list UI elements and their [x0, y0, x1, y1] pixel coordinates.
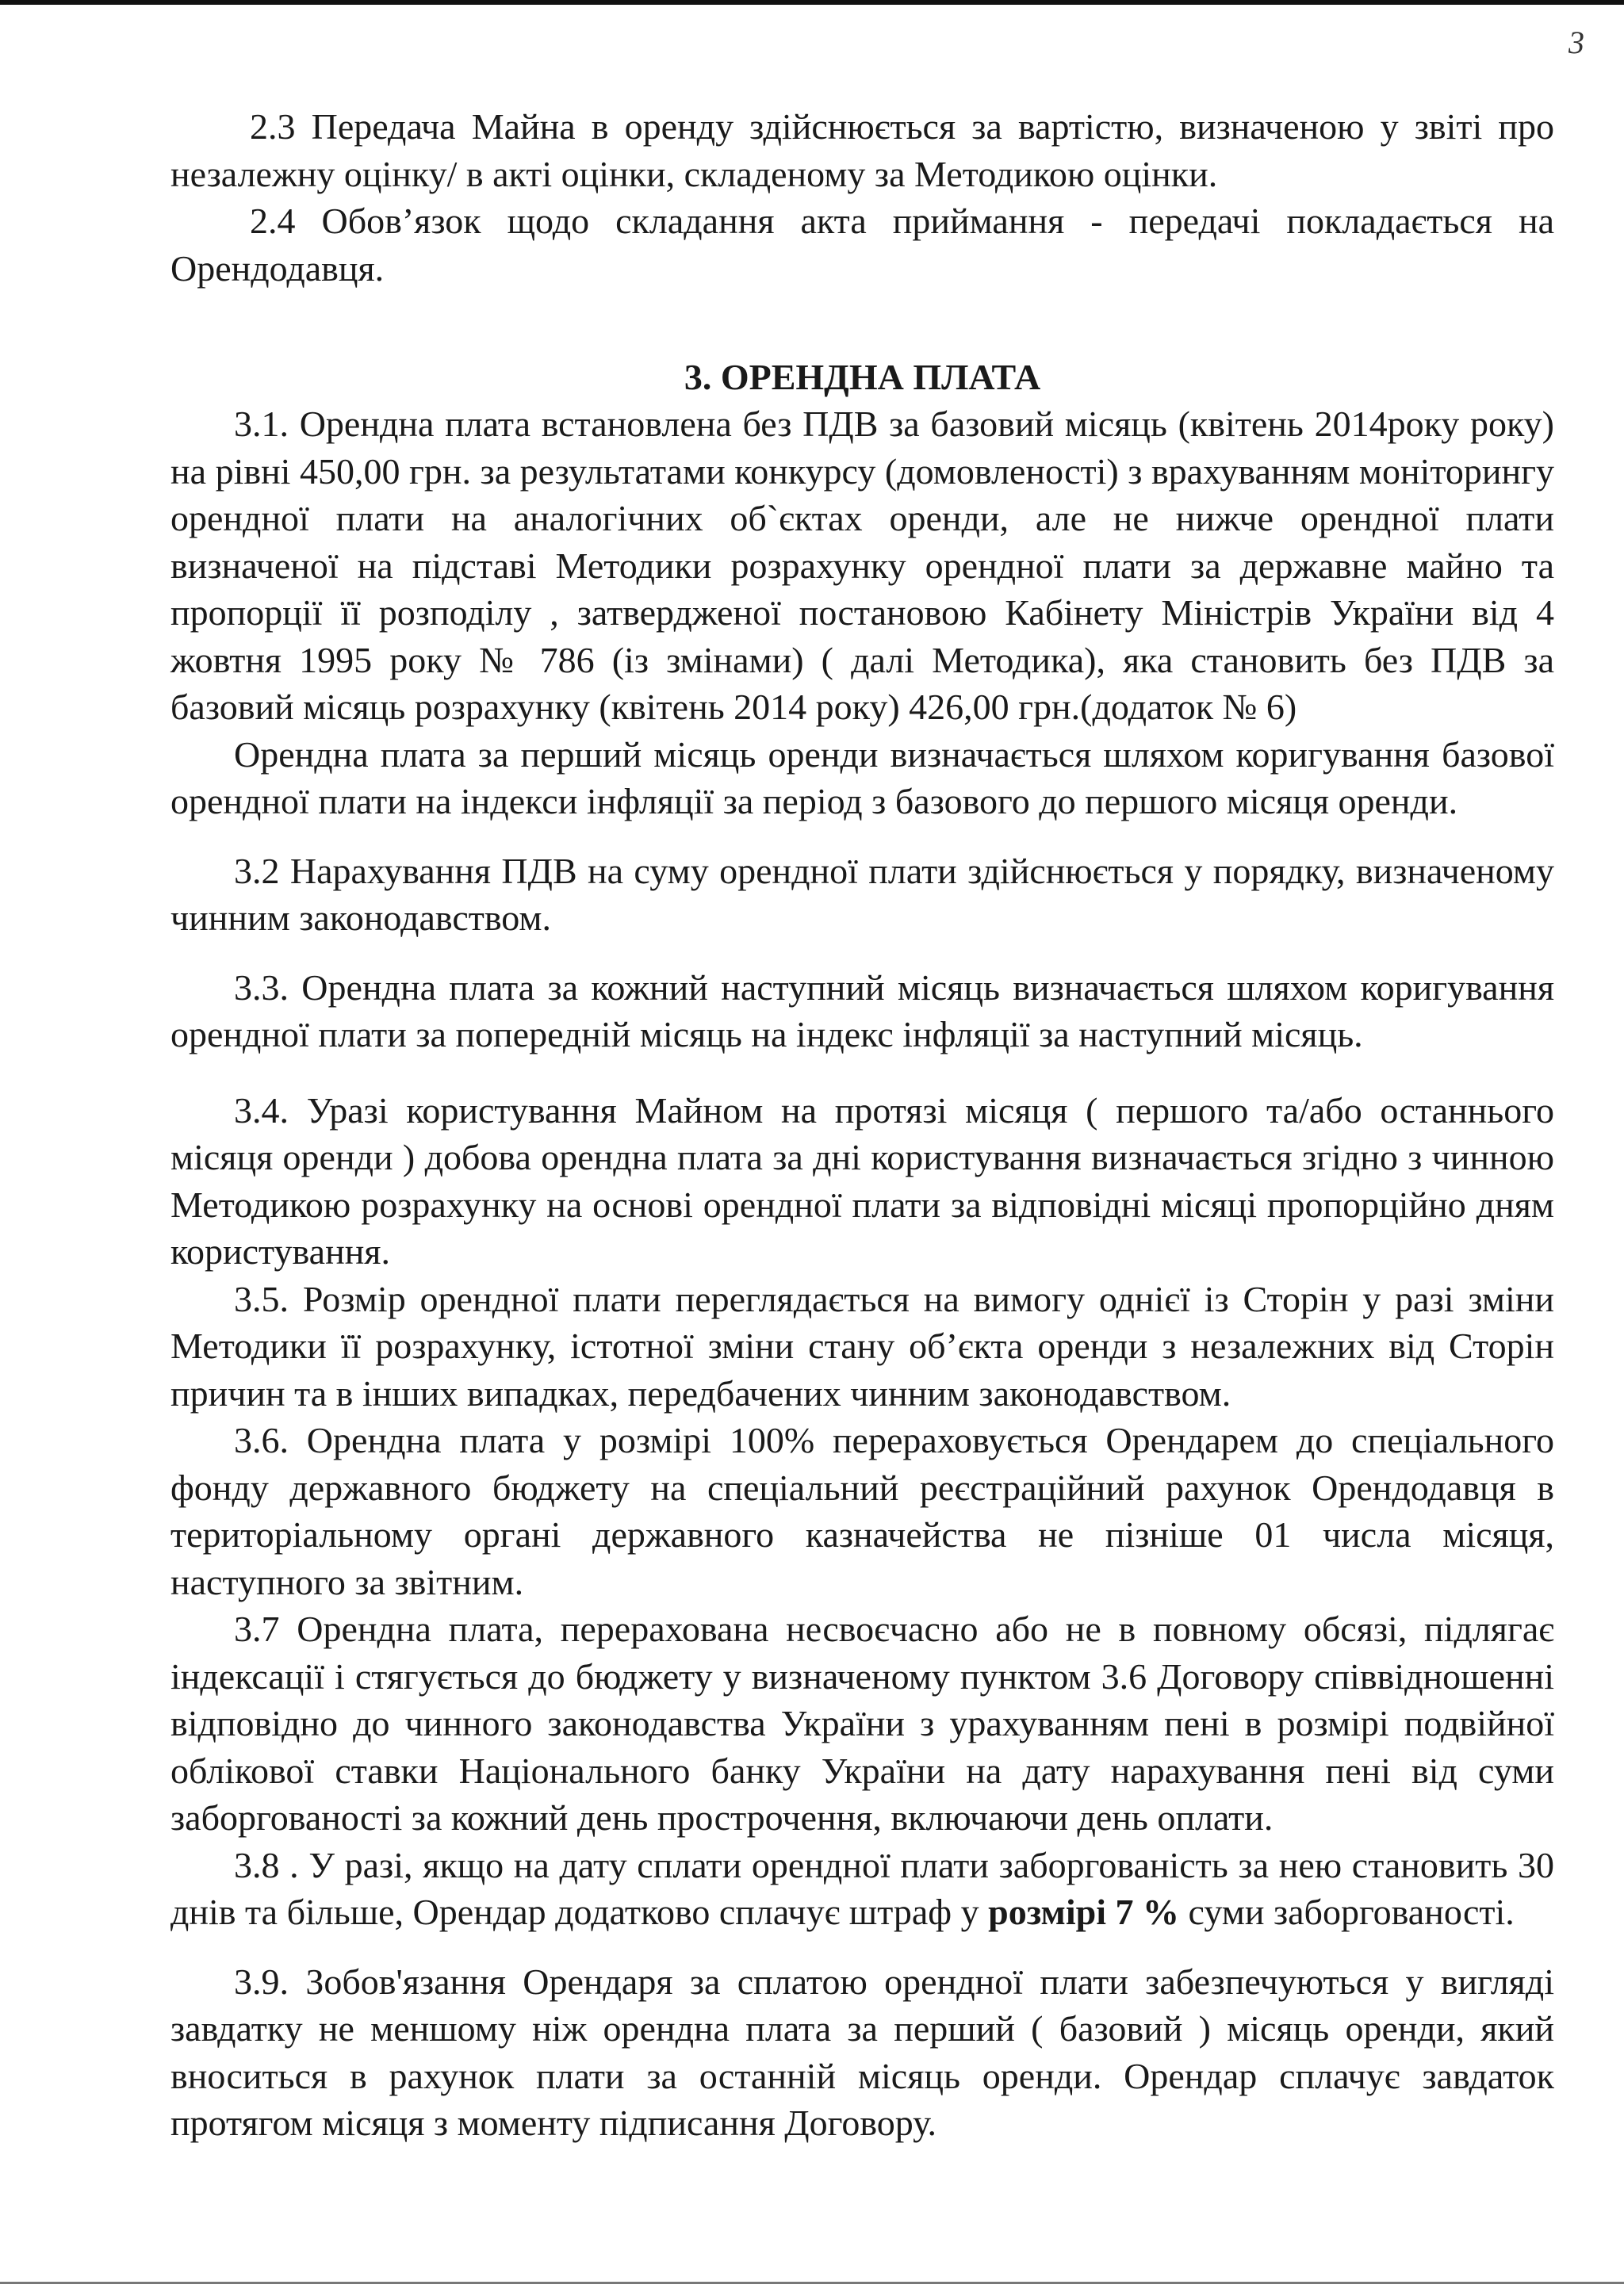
clause-2-4: 2.4 Обов’язок щодо складання акта приймання - передачі покладається на Орендодавця.	[170, 201, 1554, 289]
clause-3-8	[170, 1842, 1554, 1936]
page-bottom-border	[0, 2282, 1624, 2284]
clause-3-2: 3.2 Нарахування ПДВ на суму орендної плати здійснюється у порядку, визначеному чинним законодавством.	[170, 850, 1554, 938]
clause-3-8-text-start: 3.8 . У разі, якщо на дату сплати орендної плати заборгованість за нею становить 30 днів та більше, Орендар додатково сплачує штраф у	[170, 1844, 1554, 1932]
page-top-border	[0, 0, 1624, 5]
clause-3-1-first-month: Орендна плата за перший місяць оренди визначається шляхом коригування базової орендної плати на індекси інфляції за період з базового до першого місяця оренди.	[170, 733, 1554, 821]
clause-3-1: 3.1. Орендна плата встановлена без ПДВ за базовий місяць (квітень 2014року року) на рівні 450,00 грн. за результатами конкурсу (домовленості) з врахуванням моніторингу орендної плати на аналогічних об`єктах оренди, але не нижче орендної плати визначеної на підставі Методики розрахунку орендної плати за державне майно та пропорції її розподілу , затвердженої постановою Кабінету Міністрів України від 4 жовтня 1995 року № 786 (із змінами) ( далі Методика), яка становить без ПДВ за базовий місяць розрахунку (квітень 2014 року) 426,00 грн.(додаток № 6)	[170, 404, 1554, 727]
clause-3-8-penalty-rate: розмірі 7 %	[988, 1892, 1180, 1932]
document-body	[170, 103, 1554, 2147]
clause-3-8-text-end: суми заборгованості.	[1179, 1892, 1515, 1932]
section-title: 3. ОРЕНДНА ПЛАТА	[684, 357, 1041, 397]
page-number: 3	[1568, 25, 1584, 60]
clause-3-3: 3.3. Орендна плата за кожний наступний місяць визначається шляхом коригування орендної плати за попередній місяць на індекс інфляції за наступний місяць.	[170, 966, 1554, 1054]
clause-2-3: 2.3 Передача Майна в оренду здійснюється за вартістю, визначеною у звіті про незалежну оцінку/ в акті оцінки, складеному за Методикою оцінки.	[170, 106, 1554, 194]
clause-3-5: 3.5. Розмір орендної плати переглядається на вимогу однієї із Сторін у разі зміни Методики її розрахунку, істотної зміни стану об’єкта оренди з незалежних від Сторін причин та в інших випадках, передбачених чинним законодавством.	[170, 1278, 1554, 1414]
clause-3-9: 3.9. Зобов'язання Орендаря за сплатою орендної плати забезпечуються у вигляді завдатку не меншому ніж орендна плата за перший ( базовий ) місяць оренди, який вноситься в рахунок плати за останній місяць оренди. Орендар сплачує завдаток протягом місяця з моменту підписання Договору.	[170, 1961, 1554, 2143]
clause-3-7: 3.7 Орендна плата, перерахована несвоєчасно або не в повному обсязі, підлягає індексації і стягується до бюджету у визначеному пунктом 3.6 Договору співвідношенні відповідно до чинного законодавства України з урахуванням пені в розмірі подвійної облікової ставки Національного банку України на дату нарахування пені від суми заборгованості за кожний день прострочення, включаючи день оплати.	[170, 1609, 1554, 1838]
clause-3-4: 3.4. Уразі користування Майном на протязі місяця ( першого та/або останнього місяця оренди ) добова орендна плата за дні користування визначається згідно з чинною Методикою розрахунку на основі орендної плати за відповідні місяці пропорційно дням користування.	[170, 1089, 1554, 1272]
clause-3-6: 3.6. Орендна плата у розмірі 100% перераховується Орендарем до спеціального фонду державного бюджету на спеціальний реєстраційний рахунок Орендодавця в територіальному органі державного казначейства не пізніше 01 числа місяця, наступного за звітним.	[170, 1420, 1554, 1602]
